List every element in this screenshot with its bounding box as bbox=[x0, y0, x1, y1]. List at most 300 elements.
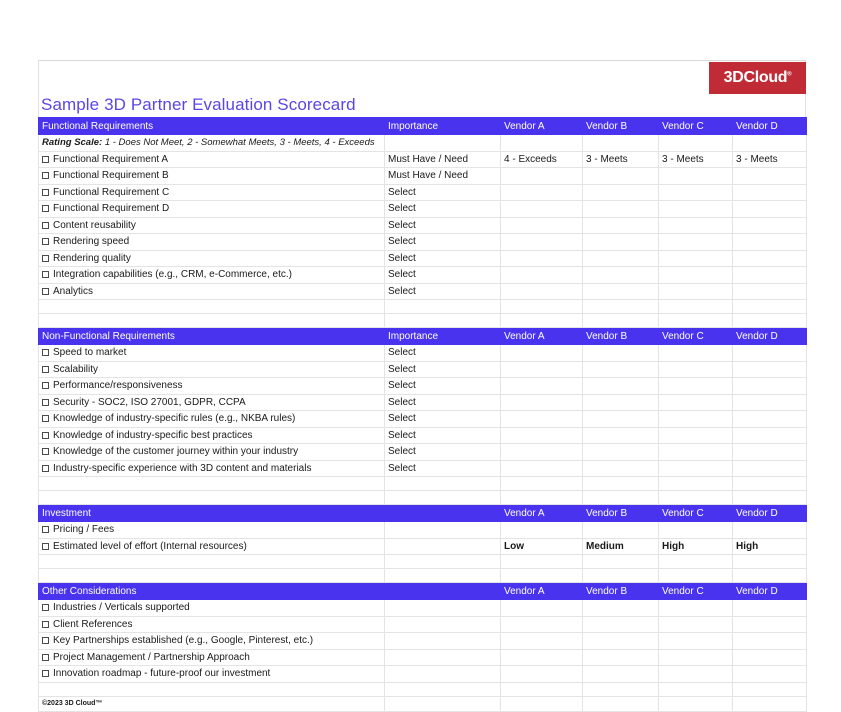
importance-cell[interactable] bbox=[385, 345, 501, 362]
importance-value: Select bbox=[388, 429, 416, 441]
importance-cell[interactable] bbox=[385, 616, 501, 633]
vendor-a-cell[interactable] bbox=[501, 283, 583, 300]
vendor-d-cell[interactable] bbox=[733, 151, 807, 168]
column-header-vendor-d: Vendor D bbox=[733, 328, 807, 345]
vendor-a-cell[interactable] bbox=[501, 378, 583, 395]
spacer-cell bbox=[659, 314, 733, 328]
spacer-cell bbox=[39, 569, 385, 583]
vendor-a-cell[interactable] bbox=[501, 522, 583, 539]
importance-value: Select bbox=[388, 269, 416, 281]
criterion-cell[interactable] bbox=[39, 649, 385, 666]
table-row bbox=[39, 600, 807, 617]
spacer-cell bbox=[501, 682, 583, 696]
table-row bbox=[39, 361, 807, 378]
checkbox-icon[interactable] bbox=[42, 222, 49, 229]
criterion-cell[interactable] bbox=[39, 444, 385, 461]
vendor-b-cell[interactable] bbox=[583, 250, 659, 267]
table-row bbox=[39, 394, 807, 411]
criterion-label: Project Management / Partnership Approach bbox=[53, 651, 250, 663]
criterion-cell[interactable] bbox=[39, 460, 385, 477]
empty-cell-importance[interactable] bbox=[385, 135, 501, 152]
spacer-cell bbox=[385, 555, 501, 569]
criterion-cell[interactable] bbox=[39, 633, 385, 650]
criterion-label: Industry-specific experience with 3D content and materials bbox=[53, 462, 312, 474]
column-header-vendor-d: Vendor D bbox=[733, 583, 807, 600]
vendor-d-cell[interactable] bbox=[733, 600, 807, 617]
title-band bbox=[38, 93, 806, 117]
importance-cell[interactable] bbox=[385, 666, 501, 683]
vendor-a-cell[interactable] bbox=[501, 168, 583, 185]
criterion-cell[interactable] bbox=[39, 427, 385, 444]
vendor-b-value: Medium bbox=[586, 540, 624, 552]
vendor-a-cell[interactable] bbox=[501, 267, 583, 284]
vendor-b-cell[interactable] bbox=[583, 394, 659, 411]
importance-cell[interactable] bbox=[385, 600, 501, 617]
vendor-b-cell[interactable] bbox=[583, 151, 659, 168]
criterion-label: Industries / Verticals supported bbox=[53, 602, 190, 614]
vendor-a-cell[interactable] bbox=[501, 444, 583, 461]
importance-value: Select bbox=[388, 396, 416, 408]
table-row bbox=[39, 151, 807, 168]
column-header-importance bbox=[385, 505, 501, 522]
vendor-d-cell[interactable] bbox=[733, 427, 807, 444]
criterion-cell[interactable] bbox=[39, 201, 385, 218]
table-row bbox=[39, 522, 807, 539]
vendor-c-cell[interactable] bbox=[659, 283, 733, 300]
table-row bbox=[39, 378, 807, 395]
vendor-b-cell[interactable] bbox=[583, 538, 659, 555]
table-row bbox=[39, 538, 807, 555]
vendor-c-cell[interactable] bbox=[659, 616, 733, 633]
vendor-d-cell[interactable] bbox=[733, 444, 807, 461]
spacer-cell bbox=[659, 555, 733, 569]
vendor-b-cell[interactable] bbox=[583, 460, 659, 477]
checkbox-icon[interactable] bbox=[42, 637, 49, 644]
vendor-d-cell[interactable] bbox=[733, 616, 807, 633]
brand-logo-cloud: Cloud bbox=[743, 69, 788, 86]
importance-cell[interactable] bbox=[385, 184, 501, 201]
vendor-b-cell[interactable] bbox=[583, 234, 659, 251]
vendor-c-cell[interactable] bbox=[659, 250, 733, 267]
criterion-label: Knowledge of industry-specific rules (e.g., NKBA rules) bbox=[53, 413, 296, 425]
vendor-c-cell[interactable] bbox=[659, 345, 733, 362]
checkbox-icon[interactable] bbox=[42, 543, 49, 550]
importance-cell[interactable] bbox=[385, 633, 501, 650]
spacer-cell bbox=[39, 682, 385, 696]
vendor-a-cell[interactable] bbox=[501, 616, 583, 633]
spacer-cell bbox=[385, 300, 501, 314]
criterion-cell[interactable] bbox=[39, 345, 385, 362]
criterion-cell[interactable] bbox=[39, 378, 385, 395]
spacer-cell bbox=[39, 314, 385, 328]
page-title: Sample 3D Partner Evaluation Scorecard bbox=[41, 95, 356, 114]
vendor-d-cell[interactable] bbox=[733, 538, 807, 555]
vendor-d-cell[interactable] bbox=[733, 394, 807, 411]
vendor-d-cell[interactable] bbox=[733, 345, 807, 362]
importance-cell[interactable] bbox=[385, 378, 501, 395]
checkbox-icon[interactable] bbox=[42, 670, 49, 677]
checkbox-icon[interactable] bbox=[42, 255, 49, 262]
checkbox-icon[interactable] bbox=[42, 654, 49, 661]
importance-cell[interactable] bbox=[385, 649, 501, 666]
criterion-cell[interactable] bbox=[39, 361, 385, 378]
table-row bbox=[39, 168, 807, 185]
table-row bbox=[39, 250, 807, 267]
vendor-c-cell[interactable] bbox=[659, 666, 733, 683]
importance-value: Select bbox=[388, 462, 416, 474]
spacer-cell bbox=[659, 682, 733, 696]
checkbox-icon[interactable] bbox=[42, 526, 49, 533]
vendor-b-cell[interactable] bbox=[583, 345, 659, 362]
spacer-cell bbox=[583, 314, 659, 328]
checkbox-icon[interactable] bbox=[42, 465, 49, 472]
checkbox-icon[interactable] bbox=[42, 238, 49, 245]
vendor-d-value: High bbox=[736, 540, 759, 552]
vendor-b-cell[interactable] bbox=[583, 522, 659, 539]
criterion-label: Innovation roadmap - future-proof our investment bbox=[53, 668, 271, 680]
vendor-a-cell[interactable] bbox=[501, 633, 583, 650]
criterion-cell[interactable] bbox=[39, 522, 385, 539]
vendor-a-cell[interactable] bbox=[501, 361, 583, 378]
criterion-cell[interactable] bbox=[39, 616, 385, 633]
spacer-cell bbox=[501, 491, 583, 505]
criterion-cell[interactable] bbox=[39, 283, 385, 300]
rating-scale-row bbox=[39, 135, 807, 152]
criterion-label: Knowledge of industry-specific best practices bbox=[53, 429, 253, 441]
vendor-c-cell[interactable] bbox=[659, 378, 733, 395]
vendor-a-cell[interactable] bbox=[501, 184, 583, 201]
vendor-c-cell[interactable] bbox=[659, 234, 733, 251]
column-header-vendor-c: Vendor C bbox=[659, 328, 733, 345]
importance-cell[interactable] bbox=[385, 522, 501, 539]
vendor-d-cell[interactable] bbox=[733, 633, 807, 650]
spacer-row bbox=[39, 569, 807, 583]
vendor-a-value: 4 - Exceeds bbox=[504, 153, 557, 165]
vendor-b-cell[interactable] bbox=[583, 283, 659, 300]
spacer-cell bbox=[385, 477, 501, 491]
table-row bbox=[39, 616, 807, 633]
vendor-a-cell[interactable] bbox=[501, 234, 583, 251]
vendor-a-cell[interactable] bbox=[501, 394, 583, 411]
vendor-d-cell[interactable] bbox=[733, 184, 807, 201]
checkbox-icon[interactable] bbox=[42, 621, 49, 628]
criterion-cell[interactable] bbox=[39, 666, 385, 683]
vendor-b-cell[interactable] bbox=[583, 649, 659, 666]
checkbox-icon[interactable] bbox=[42, 432, 49, 439]
vendor-c-cell[interactable] bbox=[659, 600, 733, 617]
criterion-label: Rendering quality bbox=[53, 252, 131, 264]
importance-cell[interactable] bbox=[385, 394, 501, 411]
rating-scale-text: Rating Scale: 1 - Does Not Meet, 2 - Somewhat Meets, 3 - Meets, 4 - Exceeds bbox=[39, 135, 385, 152]
vendor-d-cell[interactable] bbox=[733, 378, 807, 395]
criterion-cell[interactable] bbox=[39, 151, 385, 168]
spacer-cell bbox=[501, 314, 583, 328]
vendor-c-cell[interactable] bbox=[659, 201, 733, 218]
column-header-vendor-b: Vendor B bbox=[583, 118, 659, 135]
importance-cell[interactable] bbox=[385, 460, 501, 477]
spacer-cell bbox=[659, 569, 733, 583]
vendor-c-cell[interactable] bbox=[659, 217, 733, 234]
spacer-cell bbox=[501, 300, 583, 314]
scorecard-body bbox=[39, 118, 807, 712]
section-header-row bbox=[39, 328, 807, 345]
spacer-cell bbox=[659, 300, 733, 314]
checkbox-icon[interactable] bbox=[42, 448, 49, 455]
spacer-row bbox=[39, 555, 807, 569]
column-header-vendor-a: Vendor A bbox=[501, 118, 583, 135]
column-header-importance bbox=[385, 583, 501, 600]
vendor-b-cell[interactable] bbox=[583, 184, 659, 201]
vendor-c-cell[interactable] bbox=[659, 168, 733, 185]
vendor-b-value: 3 - Meets bbox=[586, 153, 628, 165]
spacer-cell bbox=[659, 477, 733, 491]
scorecard-sheet bbox=[38, 60, 806, 712]
footer-empty-vendor-d bbox=[733, 696, 807, 711]
vendor-b-cell[interactable] bbox=[583, 411, 659, 428]
vendor-a-cell[interactable] bbox=[501, 345, 583, 362]
importance-cell[interactable] bbox=[385, 361, 501, 378]
vendor-a-cell[interactable] bbox=[501, 427, 583, 444]
footer-empty-vendor-c bbox=[659, 696, 733, 711]
column-header-vendor-a: Vendor A bbox=[501, 328, 583, 345]
empty-cell-vendor-b[interactable] bbox=[583, 135, 659, 152]
vendor-d-cell[interactable] bbox=[733, 201, 807, 218]
vendor-c-cell[interactable] bbox=[659, 649, 733, 666]
vendor-d-cell[interactable] bbox=[733, 649, 807, 666]
importance-cell[interactable] bbox=[385, 267, 501, 284]
spacer-cell bbox=[39, 555, 385, 569]
criterion-label: Analytics bbox=[53, 285, 94, 297]
column-header-vendor-a: Vendor A bbox=[501, 583, 583, 600]
importance-cell[interactable] bbox=[385, 250, 501, 267]
column-header-vendor-c: Vendor C bbox=[659, 583, 733, 600]
vendor-b-cell[interactable] bbox=[583, 633, 659, 650]
vendor-c-cell[interactable] bbox=[659, 538, 733, 555]
spacer-cell bbox=[501, 555, 583, 569]
spacer-cell bbox=[733, 477, 807, 491]
vendor-c-cell[interactable] bbox=[659, 267, 733, 284]
vendor-b-cell[interactable] bbox=[583, 168, 659, 185]
spacer-row bbox=[39, 682, 807, 696]
vendor-c-cell[interactable] bbox=[659, 394, 733, 411]
spacer-cell bbox=[385, 491, 501, 505]
column-header-vendor-a: Vendor A bbox=[501, 505, 583, 522]
criterion-cell[interactable] bbox=[39, 184, 385, 201]
vendor-d-cell[interactable] bbox=[733, 411, 807, 428]
importance-cell[interactable] bbox=[385, 234, 501, 251]
brand-logo-text bbox=[724, 69, 792, 87]
vendor-d-cell[interactable] bbox=[733, 666, 807, 683]
checkbox-icon[interactable] bbox=[42, 366, 49, 373]
criterion-label: Knowledge of the customer journey within your industry bbox=[53, 446, 299, 458]
vendor-a-cell[interactable] bbox=[501, 666, 583, 683]
column-header-vendor-b: Vendor B bbox=[583, 328, 659, 345]
importance-cell[interactable] bbox=[385, 201, 501, 218]
section-header-row bbox=[39, 583, 807, 600]
criterion-cell[interactable] bbox=[39, 538, 385, 555]
criterion-cell[interactable] bbox=[39, 394, 385, 411]
criterion-cell[interactable] bbox=[39, 411, 385, 428]
vendor-c-cell[interactable] bbox=[659, 633, 733, 650]
checkbox-icon[interactable] bbox=[42, 399, 49, 406]
column-header-vendor-c: Vendor C bbox=[659, 505, 733, 522]
vendor-d-value: 3 - Meets bbox=[736, 153, 778, 165]
vendor-a-cell[interactable] bbox=[501, 649, 583, 666]
section-title: Functional Requirements bbox=[39, 118, 385, 135]
criterion-label: Functional Requirement C bbox=[53, 186, 170, 198]
vendor-d-cell[interactable] bbox=[733, 250, 807, 267]
trademark-icon: ® bbox=[787, 71, 792, 78]
table-row bbox=[39, 217, 807, 234]
checkbox-icon[interactable] bbox=[42, 271, 49, 278]
vendor-a-cell[interactable] bbox=[501, 201, 583, 218]
table-row bbox=[39, 234, 807, 251]
importance-value: Must Have / Need bbox=[388, 153, 469, 165]
spacer-cell bbox=[733, 555, 807, 569]
importance-value: Select bbox=[388, 363, 416, 375]
importance-cell[interactable] bbox=[385, 283, 501, 300]
vendor-d-cell[interactable] bbox=[733, 234, 807, 251]
importance-value: Select bbox=[388, 413, 416, 425]
vendor-d-cell[interactable] bbox=[733, 168, 807, 185]
vendor-a-cell[interactable] bbox=[501, 217, 583, 234]
vendor-c-cell[interactable] bbox=[659, 411, 733, 428]
table-row bbox=[39, 201, 807, 218]
spacer-row bbox=[39, 491, 807, 505]
section-title: Non-Functional Requirements bbox=[39, 328, 385, 345]
vendor-c-cell[interactable] bbox=[659, 151, 733, 168]
importance-cell[interactable] bbox=[385, 217, 501, 234]
importance-value: Select bbox=[388, 380, 416, 392]
importance-cell[interactable] bbox=[385, 427, 501, 444]
vendor-a-cell[interactable] bbox=[501, 411, 583, 428]
vendor-a-cell[interactable] bbox=[501, 460, 583, 477]
criterion-label: Functional Requirement B bbox=[53, 170, 169, 182]
importance-cell[interactable] bbox=[385, 168, 501, 185]
vendor-c-cell[interactable] bbox=[659, 427, 733, 444]
criterion-label: Client References bbox=[53, 618, 133, 630]
empty-cell-vendor-d[interactable] bbox=[733, 135, 807, 152]
column-header-importance: Importance bbox=[385, 118, 501, 135]
vendor-b-cell[interactable] bbox=[583, 361, 659, 378]
table-row bbox=[39, 444, 807, 461]
importance-cell[interactable] bbox=[385, 444, 501, 461]
vendor-a-cell[interactable] bbox=[501, 538, 583, 555]
checkbox-icon[interactable] bbox=[42, 172, 49, 179]
scorecard-table bbox=[38, 117, 807, 712]
spacer-cell bbox=[659, 491, 733, 505]
vendor-b-cell[interactable] bbox=[583, 616, 659, 633]
checkbox-icon[interactable] bbox=[42, 349, 49, 356]
section-header-row bbox=[39, 505, 807, 522]
spacer-cell bbox=[733, 314, 807, 328]
criterion-cell[interactable] bbox=[39, 217, 385, 234]
vendor-d-cell[interactable] bbox=[733, 283, 807, 300]
column-header-vendor-c: Vendor C bbox=[659, 118, 733, 135]
vendor-c-cell[interactable] bbox=[659, 184, 733, 201]
importance-value: Select bbox=[388, 347, 416, 359]
spacer-cell bbox=[385, 314, 501, 328]
spacer-cell bbox=[583, 569, 659, 583]
vendor-a-cell[interactable] bbox=[501, 600, 583, 617]
spacer-row bbox=[39, 314, 807, 328]
spacer-cell bbox=[385, 682, 501, 696]
criterion-cell[interactable] bbox=[39, 250, 385, 267]
empty-cell-vendor-a[interactable] bbox=[501, 135, 583, 152]
spacer-cell bbox=[583, 477, 659, 491]
criterion-cell[interactable] bbox=[39, 234, 385, 251]
importance-cell[interactable] bbox=[385, 151, 501, 168]
vendor-b-cell[interactable] bbox=[583, 427, 659, 444]
importance-value: Must Have / Need bbox=[388, 170, 469, 182]
vendor-d-cell[interactable] bbox=[733, 217, 807, 234]
vendor-c-value: 3 - Meets bbox=[662, 153, 704, 165]
checkbox-icon[interactable] bbox=[42, 604, 49, 611]
vendor-b-cell[interactable] bbox=[583, 201, 659, 218]
checkbox-icon[interactable] bbox=[42, 415, 49, 422]
importance-value: Select bbox=[388, 446, 416, 458]
checkbox-icon[interactable] bbox=[42, 156, 49, 163]
copyright-notice: ©2023 3D Cloud™ bbox=[39, 696, 385, 711]
table-row bbox=[39, 460, 807, 477]
criterion-label: Functional Requirement A bbox=[53, 153, 169, 165]
importance-value: Select bbox=[388, 219, 416, 231]
criterion-cell[interactable] bbox=[39, 267, 385, 284]
spacer-cell bbox=[733, 491, 807, 505]
vendor-c-cell[interactable] bbox=[659, 522, 733, 539]
checkbox-icon[interactable] bbox=[42, 382, 49, 389]
column-header-importance: Importance bbox=[385, 328, 501, 345]
vendor-d-cell[interactable] bbox=[733, 522, 807, 539]
importance-value: Select bbox=[388, 236, 416, 248]
vendor-b-cell[interactable] bbox=[583, 217, 659, 234]
criterion-cell[interactable] bbox=[39, 600, 385, 617]
table-row bbox=[39, 345, 807, 362]
vendor-c-cell[interactable] bbox=[659, 460, 733, 477]
importance-cell[interactable] bbox=[385, 538, 501, 555]
spacer-cell bbox=[501, 477, 583, 491]
vendor-d-cell[interactable] bbox=[733, 460, 807, 477]
vendor-d-cell[interactable] bbox=[733, 267, 807, 284]
vendor-b-cell[interactable] bbox=[583, 378, 659, 395]
vendor-b-cell[interactable] bbox=[583, 600, 659, 617]
checkbox-icon[interactable] bbox=[42, 288, 49, 295]
spacer-row bbox=[39, 477, 807, 491]
vendor-a-cell[interactable] bbox=[501, 250, 583, 267]
spacer-cell bbox=[733, 300, 807, 314]
importance-cell[interactable] bbox=[385, 411, 501, 428]
spacer-cell bbox=[583, 555, 659, 569]
vendor-a-cell[interactable] bbox=[501, 151, 583, 168]
vendor-d-cell[interactable] bbox=[733, 361, 807, 378]
checkbox-icon[interactable] bbox=[42, 205, 49, 212]
footer-empty-importance bbox=[385, 696, 501, 711]
criterion-cell[interactable] bbox=[39, 168, 385, 185]
empty-cell-vendor-c[interactable] bbox=[659, 135, 733, 152]
criterion-label: Scalability bbox=[53, 363, 99, 375]
vendor-b-cell[interactable] bbox=[583, 444, 659, 461]
criterion-label: Security - SOC2, ISO 27001, GDPR, CCPA bbox=[53, 396, 246, 408]
vendor-c-cell[interactable] bbox=[659, 444, 733, 461]
column-header-vendor-b: Vendor B bbox=[583, 505, 659, 522]
vendor-b-cell[interactable] bbox=[583, 666, 659, 683]
criterion-label: Performance/responsiveness bbox=[53, 380, 183, 392]
section-header-row bbox=[39, 118, 807, 135]
checkbox-icon[interactable] bbox=[42, 189, 49, 196]
vendor-b-cell[interactable] bbox=[583, 267, 659, 284]
vendor-c-cell[interactable] bbox=[659, 361, 733, 378]
footer-empty-vendor-b bbox=[583, 696, 659, 711]
